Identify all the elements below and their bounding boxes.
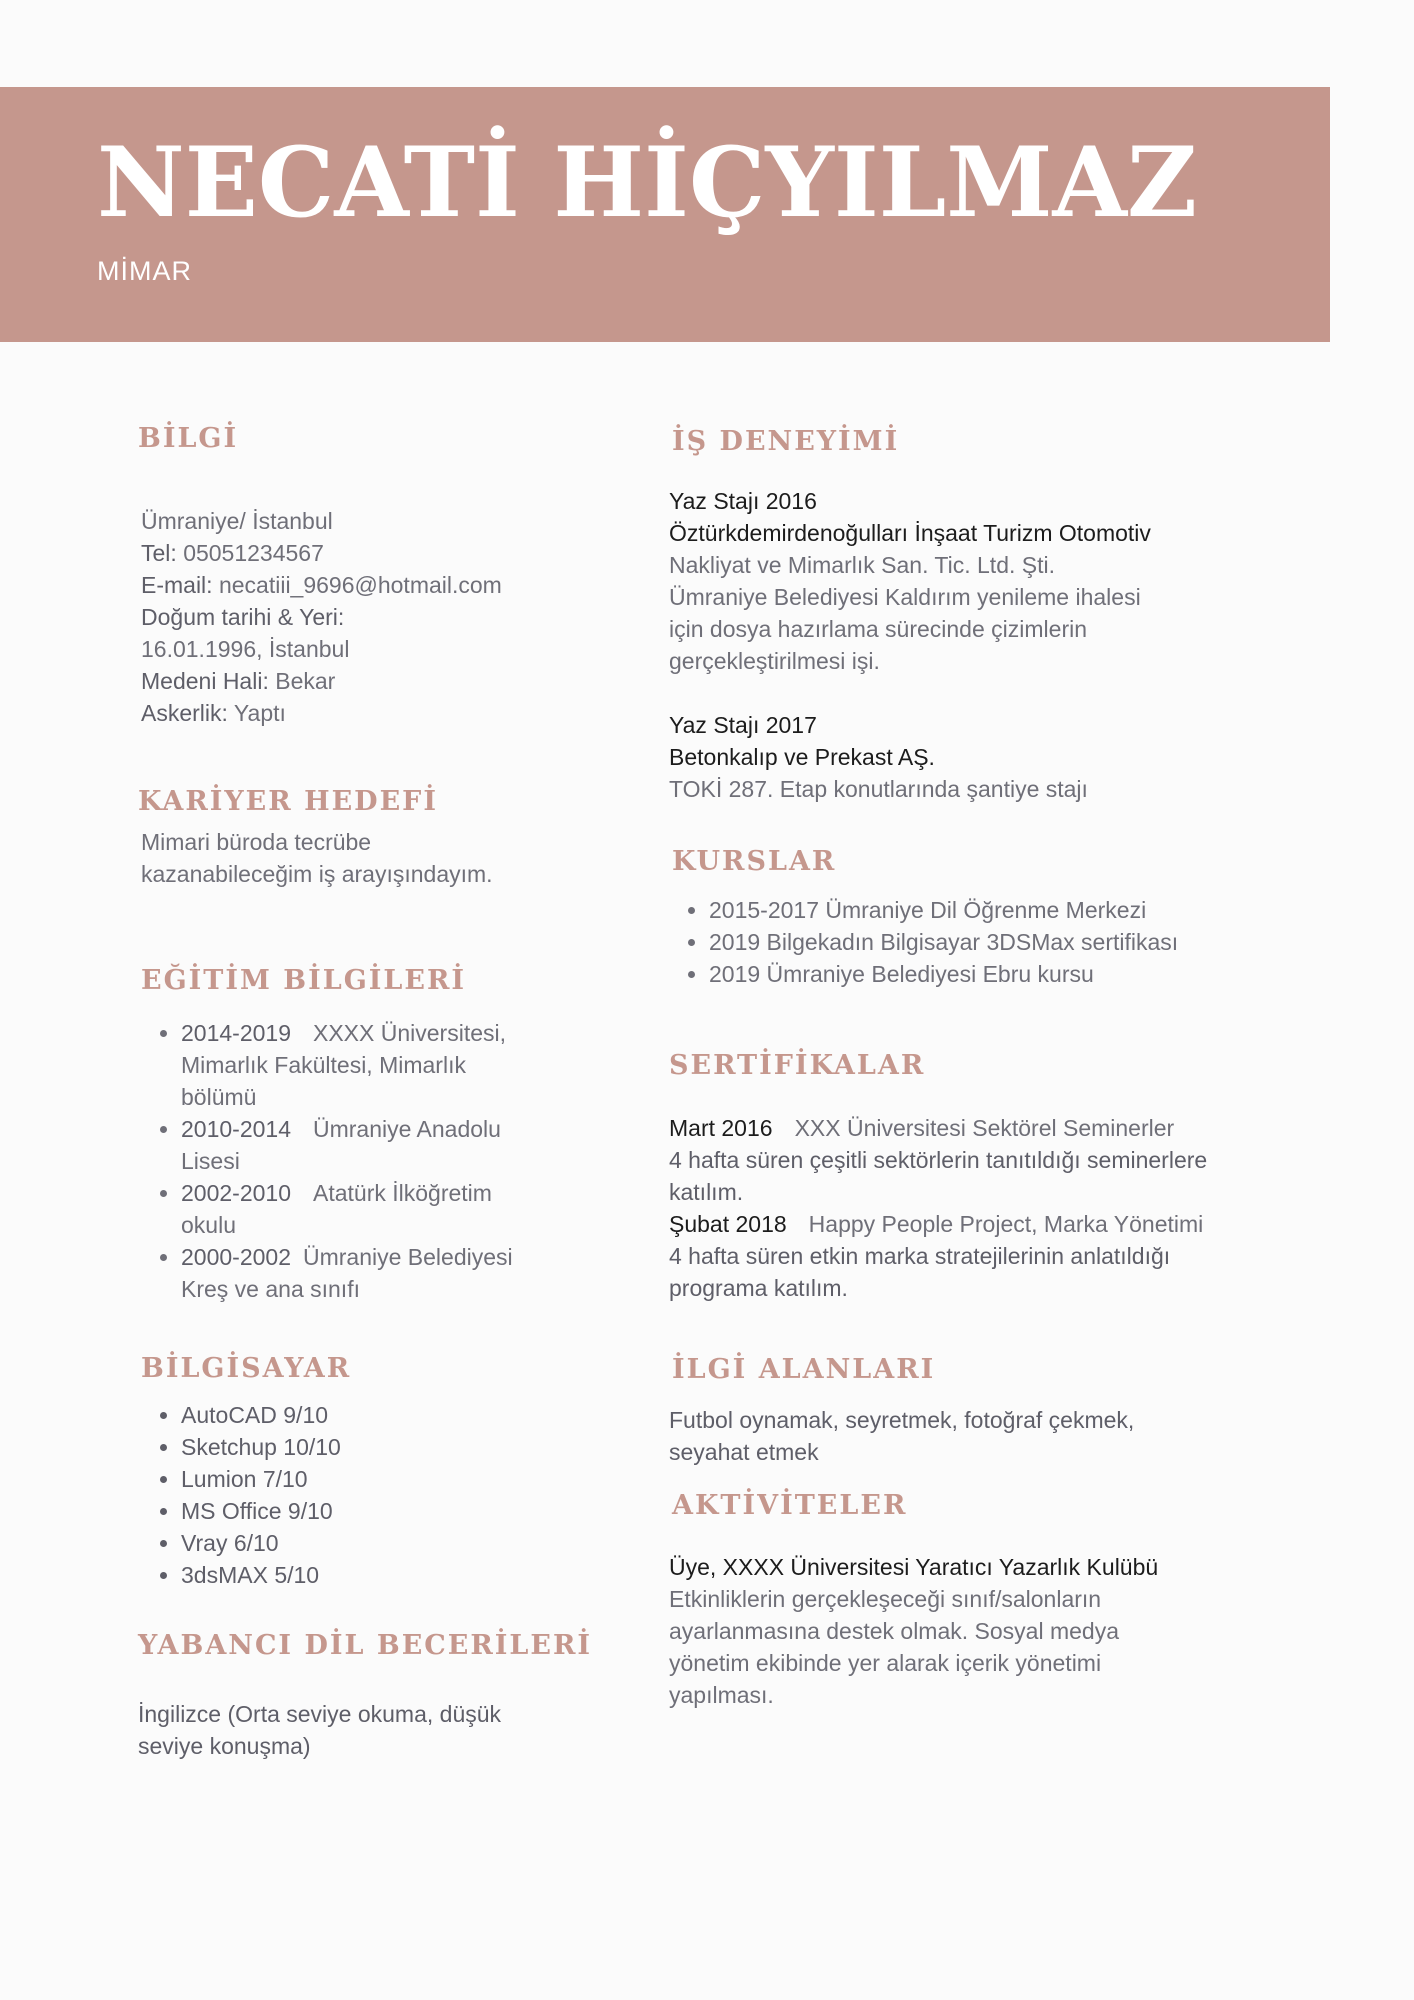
activities-head: Üye, XXXX Üniversitesi Yaratıcı Yazarlık Kulübü [669,1554,1159,1580]
info-marital: Medeni Hali: Bekar [141,668,336,695]
job-1-line-1: Nakliyat ve Mimarlık San. Tic. Ltd. Şti. [669,552,1056,578]
computer-skill: • Vray 6/10 [181,1527,621,1559]
education-section [141,965,641,1305]
activities-line-3: yönetim ekibinde yer alarak içerik yönetimi [669,1650,1102,1676]
career-line-2: kazanabileceğim iş arayışındayım. [141,861,493,888]
computer-skill: • AutoCAD 9/10 [181,1399,621,1431]
info-city: Ümraniye/ İstanbul [141,508,333,535]
activities-line-1: Etkinliklerin gerçekleşeceği sınıf/salonların [669,1586,1102,1612]
person-name: NECATİ HİÇYILMAZ [97,126,1198,239]
career-title: KARİYER HEDEFİ [138,786,438,817]
computer-skill: • Lumion 7/10 [181,1463,621,1495]
course-item: • 2019 Ümraniye Belediyesi Ebru kursu [709,958,1332,990]
languages-line-1: İngilizce (Orta seviye okuma, düşük [138,1701,502,1728]
activities-section [672,1490,1332,1522]
info-section [138,423,618,729]
activities-line-2: ayarlanmasına destek olmak. Sosyal medya [669,1618,1119,1644]
activities-line-4: yapılması. [669,1682,774,1708]
education-item: • 2010-2014 Ümraniye Anadolu Lisesi [181,1113,641,1177]
computer-title: BİLGİSAYAR [141,1353,352,1384]
courses-title: KURSLAR [672,846,837,877]
experience-section [672,426,1332,458]
info-email: E-mail: necatiii_9696@hotmail.com [141,572,502,599]
activities-title: AKTİVİTELER [672,1490,908,1521]
career-section [138,786,638,890]
course-item: • 2019 Bilgekadın Bilgisayar 3DSMax sertifikası [709,926,1332,958]
info-birth: 16.01.1996, İstanbul [141,636,350,663]
info-tel: Tel: 05051234567 [141,540,324,567]
certificate-2-line-1: 4 hafta süren etkin marka stratejilerinin anlatıldığı [669,1243,1171,1270]
interests-line-1: Futbol oynamak, seyretmek, fotoğraf çekmek, [669,1407,1135,1433]
certificates-title: SERTİFİKALAR [669,1050,926,1081]
info-birth-label: Doğum tarihi & Yeri: [141,604,345,631]
job-2-line-1: TOKİ 287. Etap konutlarında şantiye stajı [669,776,1088,802]
job-1-line-3: için dosya hazırlama sürecinde çizimlerin [669,616,1087,642]
certificates-section [669,1050,1349,1304]
education-title: EĞİTİM BİLGİLERİ [141,965,467,996]
certificate-1-line-1: 4 hafta süren çeşitli sektörlerin tanıtıldığı seminerlere [669,1147,1208,1174]
education-item: • 2014-2019 XXXX Üniversitesi, Mimarlık Fakültesi, Mimarlık bölümü [181,1017,641,1113]
job-2-head: Yaz Stajı 2017 [669,712,817,738]
job-1-head: Yaz Stajı 2016 [669,488,817,514]
info-military: Askerlik: Yaptı [141,700,286,727]
courses-section [672,846,1332,990]
activities-body [669,1551,1339,1711]
job-1 [669,485,1339,677]
computer-skill: • Sketchup 10/10 [181,1431,621,1463]
languages-title: YABANCI DİL BECERİLERİ [138,1630,593,1661]
certificate-1-line-2: katılım. [669,1179,744,1206]
job-2-company: Betonkalıp ve Prekast AŞ. [669,744,935,770]
languages-section [138,1630,658,1762]
course-item: • 2015-2017 Ümraniye Dil Öğrenme Merkezi [709,894,1332,926]
interests-body [669,1404,1339,1468]
computer-skill: • MS Office 9/10 [181,1495,621,1527]
person-role: MİMAR [97,256,192,286]
job-1-line-2: Ümraniye Belediyesi Kaldırım yenileme ihalesi [669,584,1141,610]
certificate-2-line-2: programa katılım. [669,1275,848,1302]
interests-section [672,1354,1332,1386]
career-line-1: Mimari büroda tecrübe [141,829,372,856]
computer-section [141,1353,621,1591]
job-1-line-4: gerçekleştirilmesi işi. [669,648,880,674]
interests-line-2: seyahat etmek [669,1439,819,1465]
computer-skill: • 3dsMAX 5/10 [181,1559,621,1591]
certificate-1-head: Mart 2016 XXX Üniversitesi Sektörel Seminerler [669,1115,1175,1142]
job-2 [669,709,1339,805]
languages-line-2: seviye konuşma) [138,1733,311,1760]
education-item: • 2002-2010 Atatürk İlköğretim okulu [181,1177,641,1241]
education-item: • 2000-2002 Ümraniye Belediyesi Kreş ve ana sınıfı [181,1241,641,1305]
experience-title: İŞ DENEYİMİ [672,426,900,457]
job-1-company: Öztürkdemirdenoğulları İnşaat Turizm Otomotiv [669,520,1151,546]
certificate-2-head: Şubat 2018 Happy People Project, Marka Yönetimi [669,1211,1204,1238]
interests-title: İLGİ ALANLARI [672,1354,936,1385]
info-title: BİLGİ [138,423,239,454]
